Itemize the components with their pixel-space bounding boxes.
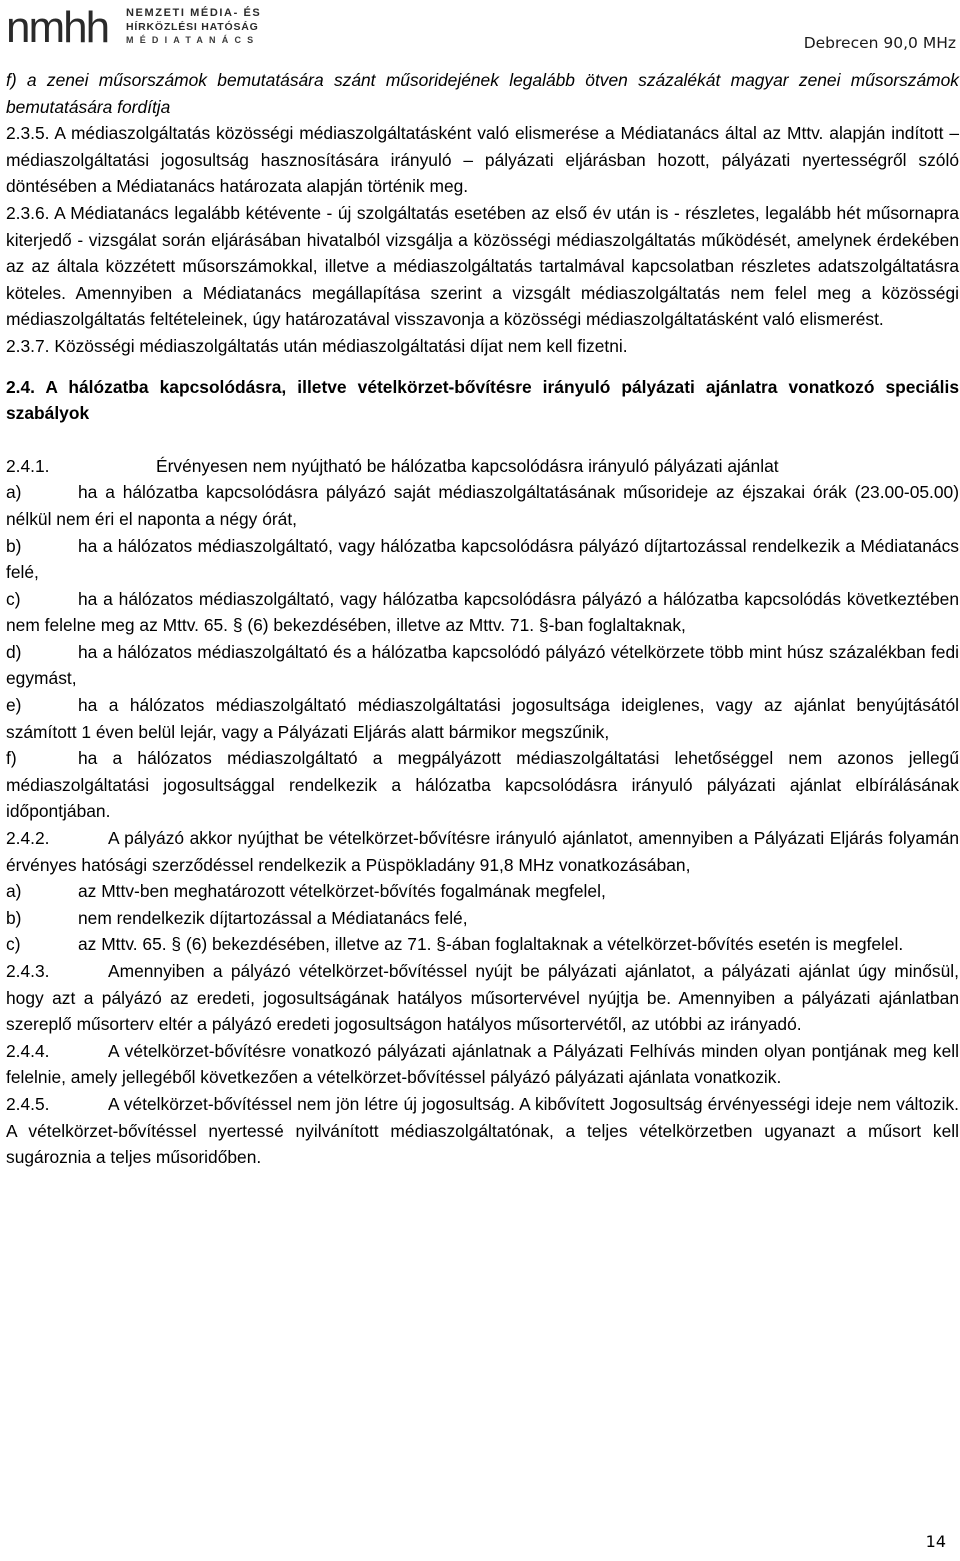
list-item-label: b)	[6, 535, 22, 556]
list-item-label: a)	[6, 482, 22, 503]
list-item	[6, 692, 959, 745]
list-item	[6, 931, 959, 958]
list-item-text: ha a hálózatos médiaszolgáltató, vagy hálózatba kapcsolódásra pályázó a hálózatba kapcsolódás következtében nem felelne meg az Mttv. 65. § (6) bekezdésében, illetve az Mttv. 71. §-ban foglaltaknak,	[6, 588, 959, 636]
list-item-text: ha a hálózatba kapcsolódásra pályázó saját médiaszolgáltatásának műsorideje az éjszakai órák (23.00-05.00) nélkül nem éri el naponta a négy órát,	[6, 482, 959, 529]
list-2-4-2	[6, 878, 959, 958]
list-item	[6, 533, 959, 586]
paragraph-2-3-7: 2.3.7. Közösségi médiaszolgáltatás után médiaszolgáltatási díjat nem kell fizetni.	[6, 335, 628, 356]
section-number: 2.4.1.	[6, 455, 50, 476]
list-item-label: d)	[6, 641, 22, 662]
section-text: Érvényesen nem nyújtható be hálózatba kapcsolódásra irányuló pályázati ajánlat	[156, 455, 779, 476]
section-number: 2.4.5.	[6, 1093, 50, 1114]
list-item-label: c)	[6, 588, 21, 609]
list-item-text: ha a hálózatos médiaszolgáltató, vagy hálózatba kapcsolódásra pályázó díjtartozással rendelkezik a Médiatanács felé,	[6, 535, 959, 583]
list-item	[6, 479, 959, 532]
list-item-text: ha a hálózatos médiaszolgáltató és a hálózatba kapcsolódó pályázó vételkörzete több mint húsz százalékban fedi egymást,	[6, 641, 959, 689]
paragraph-2-3-5: 2.3.5. A médiaszolgáltatás közösségi médiaszolgáltatásként való elismerése a Médiatanács által az Mttv. alapján indított – médiaszolgáltatási jogosultság hasznosítására irányuló – pályázati eljárásban hozott, pályázati nyertességről szóló döntésében a Médiatanács határozata alapján történik meg.	[6, 123, 959, 197]
paragraph-2-4-4	[6, 1038, 959, 1091]
section-number: 2.4.4.	[6, 1040, 50, 1061]
section-text: A vételkörzet-bővítéssel nem jön létre új jogosultság. A kibővített Jogosultság érvényességi ideje nem változik. A vételkörzet-bővítéssel nyertessé nyilvánított médiaszolgáltatónak, a teljes vételkörzetben ugyanazt a műsort kell sugároznia a teljes műsoridőben.	[6, 1093, 959, 1168]
document-body	[6, 67, 959, 1171]
section-text: Amennyiben a pályázó vételkörzet-bővítéssel nyújt be pályázati ajánlatot, a pályázati ajánlat úgy minősül, hogy azt a pályázó az eredeti, jogosultságának hatályos műsortervével nyújtja be. Amennyiben a pályázati ajánlatban szereplő műsorterv eltér a pályázó eredeti jogosultságon hatályos műsortervétől, az utóbbi az irányadó.	[6, 961, 959, 1035]
paragraph-2-3-6: 2.3.6. A Médiatanács legalább kétévente - új szolgáltatás esetében az első év után is - részletes, legalább hét műsornapra kiterjedő - vizsgálat során eljárásában hivatalból vizsgálja a közösségi médiaszolgáltatás működését, amelynek érdekében az az általa közzétett műsorszámokkal, illetve a médiaszolgáltatás tartalmával kapcsolatban részletes adatszolgáltatásra köteles. Amennyiben a Médiatanács megállapítása szerint a vizsgált médiaszolgáltatás nem felel meg a közösségi médiaszolgáltatás feltételeinek, úgy határozatával visszavonja a közösségi médiaszolgáltatásként való elismerést.	[6, 202, 959, 330]
list-item-label: c)	[6, 934, 21, 955]
list-item	[6, 745, 959, 825]
logo-text-line-3: MÉDIATANÁCS	[126, 35, 260, 45]
paragraph-f: f) a zenei műsorszámok bemutatására szánt műsoridejének legalább ötven százalékát magyar zenei műsorszámok bemutatására fordítja	[6, 70, 959, 117]
list-item-label: b)	[6, 907, 22, 928]
paragraph-2-4-3	[6, 958, 959, 1038]
paragraph-2-4-1	[6, 453, 959, 480]
page-number: 14	[925, 1532, 946, 1551]
page-header	[0, 0, 960, 60]
list-item-text: nem rendelkezik díjtartozással a Médiatanács felé,	[78, 907, 468, 928]
paragraph-2-4-2	[6, 825, 959, 878]
logo-text-line-2: HÍRKÖZLÉSI HATÓSÁG	[126, 21, 259, 33]
svg-text:nmhh: nmhh	[6, 4, 109, 48]
logo-text-line-1: NEMZETI MÉDIA- ÉS	[126, 7, 262, 19]
list-item-label: f)	[6, 748, 17, 769]
list-item	[6, 639, 959, 692]
paragraph-2-4-5	[6, 1091, 959, 1171]
section-text: A vételkörzet-bővítésre vonatkozó pályázati ajánlatnak a Pályázati Felhívás minden olyan pontjának meg kell felelnie, amely jellegéből következően a vételkörzet-bővítéssel pályázó pályázati ajánlata vonatkozik.	[6, 1040, 959, 1088]
section-heading-2-4: 2.4. A hálózatba kapcsolódásra, illetve vételkörzet-bővítésre irányuló pályázati ajánlatra vonatkozó speciális szabályok	[6, 376, 959, 424]
list-item-text: az Mttv. 65. § (6) bekezdésében, illetve az 71. §-ában foglaltaknak a vételkörzet-bővítés esetén is megfelel.	[78, 934, 904, 955]
list-item-label: a)	[6, 881, 22, 902]
list-item	[6, 905, 959, 932]
list-item-label: e)	[6, 695, 22, 716]
header-frequency: Debrecen 90,0 MHz	[803, 34, 956, 52]
list-item	[6, 586, 959, 639]
list-item-text: ha a hálózatos médiaszolgáltató a megpályázott médiaszolgáltatási lehetőséggel nem azonos jellegű médiaszolgáltatási jogosultsággal rendelkezik a hálózatba kapcsolódásra irányuló pályázati ajánlat elbírálásának időpontjában.	[6, 748, 959, 822]
section-text: A pályázó akkor nyújthat be vételkörzet-bővítésre irányuló ajánlatot, amennyiben a Pályázati Eljárás folyamán érvényes hatósági szerződéssel rendelkezik a Püspökladány 91,8 MHz vonatkozásában,	[6, 828, 959, 875]
list-2-4-1	[6, 479, 959, 825]
list-item-text: ha a hálózatos médiaszolgáltató médiaszolgáltatási jogosultsága ideiglenes, vagy az ajánlat benyújtásától számított 1 éven belül lejár, vagy a Pályázati Eljárás alatt bármikor megszűnik,	[6, 695, 959, 742]
section-number: 2.4.2.	[6, 828, 50, 849]
list-item	[6, 878, 959, 905]
section-number: 2.4.3.	[6, 961, 50, 981]
nmhh-logo-mark	[6, 4, 118, 48]
list-item-text: az Mttv-ben meghatározott vételkörzet-bővítés fogalmának megfelel,	[78, 881, 606, 902]
nmhh-logo	[6, 4, 262, 48]
